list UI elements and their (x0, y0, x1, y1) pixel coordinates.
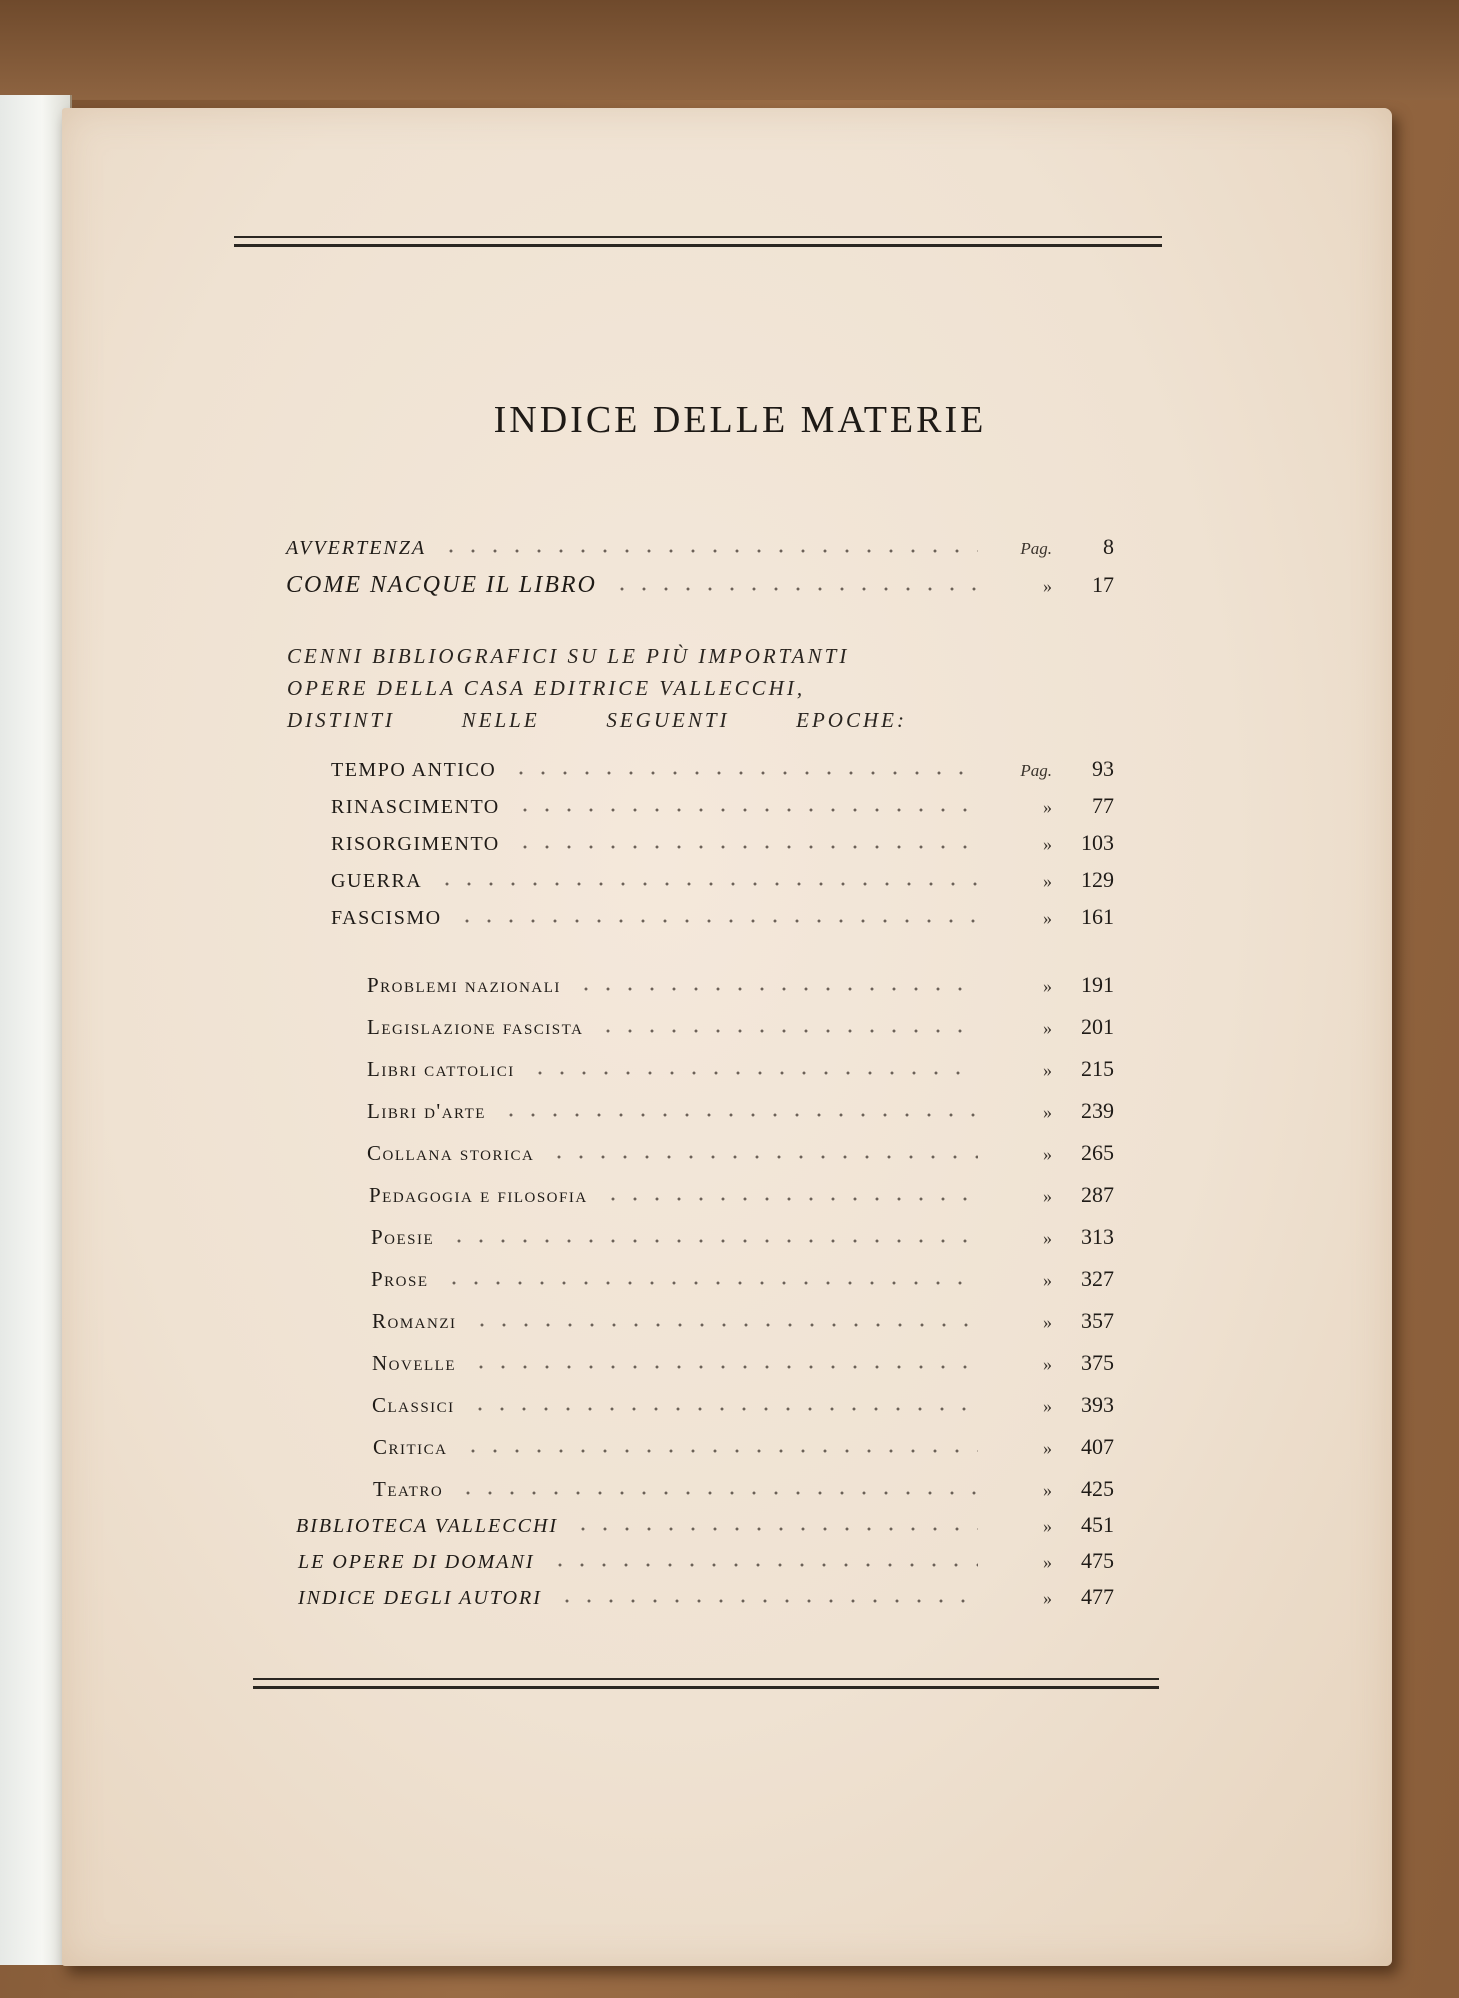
ditto-mark: » (1043, 1186, 1052, 1206)
toc-entry-epoch (331, 867, 1114, 901)
intro-word: SEGUENTI (606, 708, 730, 732)
top-rule-thin (234, 236, 1162, 238)
toc-entry-section (373, 1434, 1114, 1468)
toc-entry-label: Romanzi (372, 1309, 457, 1333)
toc-entry-epoch (331, 830, 1114, 864)
toc-entry-label: Legislazione fascista (367, 1015, 584, 1039)
toc-entry-section (371, 1224, 1114, 1258)
ditto-mark: » (1043, 1396, 1052, 1416)
toc-entry-indice-autori (298, 1584, 1114, 1618)
toc-entry-label: Critica (373, 1435, 448, 1459)
leader-dots (602, 1196, 978, 1202)
leader-dots (448, 1238, 978, 1244)
leader-dots (575, 986, 978, 992)
toc-entry-label: RINASCIMENTO (331, 796, 500, 818)
leader-dots (457, 1490, 978, 1496)
toc-entry-section (373, 1476, 1114, 1510)
toc-entry-page: 201 (1081, 1014, 1114, 1039)
toc-entry-label: RISORGIMENTO (331, 833, 500, 855)
toc-entry-label: Collana storica (367, 1141, 535, 1165)
toc-entry-label: INDICE DEGLI AUTORI (298, 1587, 542, 1609)
toc-entry-label: AVVERTENZA (286, 537, 427, 559)
toc-entry-page: 375 (1081, 1350, 1114, 1375)
toc-entry-section (371, 1266, 1114, 1300)
intro-line-1: CENNI BIBLIOGRAFICI SU LE PIÙ IMPORTANTI (287, 644, 850, 668)
toc-entry-page: 287 (1081, 1182, 1114, 1207)
leader-dots (462, 1448, 978, 1454)
ditto-mark: » (1043, 1060, 1052, 1080)
intro-word: DISTINTI (287, 708, 396, 732)
ditto-mark: » (1043, 1516, 1052, 1536)
toc-entry-page: 93 (1092, 756, 1114, 781)
toc-entry-label: Prose (371, 1267, 429, 1291)
toc-entry-page: 239 (1081, 1098, 1114, 1123)
toc-entry-page: 313 (1081, 1224, 1114, 1249)
ditto-mark: » (1043, 1144, 1052, 1164)
ditto-mark: » (1043, 1588, 1052, 1608)
ditto-mark: » (1043, 1102, 1052, 1122)
toc-entry-biblioteca (296, 1512, 1114, 1546)
toc-entry-page: 8 (1103, 534, 1114, 559)
bottom-rule-thin (253, 1678, 1159, 1680)
toc-entry-section (372, 1350, 1114, 1384)
intro-word: EPOCHE: (796, 708, 907, 732)
ditto-mark: » (1043, 908, 1052, 928)
ditto-mark: » (1043, 1312, 1052, 1332)
ditto-mark: » (1043, 834, 1052, 854)
toc-entry-page: 17 (1092, 572, 1114, 597)
leader-dots (572, 1526, 978, 1532)
ditto-mark: » (1043, 1552, 1052, 1572)
leader-dots (500, 1112, 978, 1118)
toc-entry-section (367, 1056, 1114, 1090)
toc-entry-section (367, 1014, 1114, 1048)
leader-dots (456, 918, 978, 924)
toc-entry-label: Problemi nazionali (367, 973, 561, 997)
toc-entry-page: 407 (1081, 1434, 1114, 1459)
toc-entry-page: 77 (1092, 793, 1114, 818)
toc-entry-label: TEMPO ANTICO (331, 759, 497, 781)
toc-entry-opere-domani (298, 1548, 1114, 1582)
leader-dots (529, 1070, 978, 1076)
intro-paragraph (287, 640, 907, 736)
toc-entry-page: 475 (1081, 1548, 1114, 1573)
top-rule-thick (234, 244, 1162, 247)
toc-entry-label: Pedagogia e filosofia (369, 1183, 588, 1207)
toc-entry-page: 265 (1081, 1140, 1114, 1165)
toc-entry-label: COME NACQUE IL LIBRO (286, 572, 597, 598)
ditto-mark: » (1043, 1270, 1052, 1290)
leader-dots (549, 1562, 978, 1568)
toc-entry-page: 451 (1081, 1512, 1114, 1537)
leader-dots (514, 844, 978, 850)
toc-entry-section (369, 1182, 1114, 1216)
toc-entry-section (367, 1140, 1114, 1174)
ditto-mark: » (1043, 797, 1052, 817)
toc-entry-label: Libri d'arte (367, 1099, 486, 1123)
toc-entry-page: 161 (1081, 904, 1114, 929)
intro-word: NELLE (461, 708, 540, 732)
toc-entry-page: 129 (1081, 867, 1114, 892)
leader-dots (611, 586, 978, 592)
leader-dots (471, 1322, 979, 1328)
toc-entry-epoch (331, 904, 1114, 938)
ditto-mark: » (1043, 1018, 1052, 1038)
toc-entry-page: 327 (1081, 1266, 1114, 1291)
pag-label: Pag. (1020, 761, 1052, 780)
page-title: INDICE DELLE MATERIE (493, 399, 987, 441)
leader-dots (548, 1154, 978, 1160)
toc-entry-page: 393 (1081, 1392, 1114, 1417)
toc-entry-label: Libri cattolici (367, 1057, 515, 1081)
table-surface (0, 0, 1459, 100)
toc-entry-avvertenza (286, 534, 1114, 568)
ditto-mark: » (1043, 1438, 1052, 1458)
ditto-mark: » (1043, 576, 1052, 596)
toc-entry-label: Classici (372, 1393, 455, 1417)
intro-line-2: OPERE DELLA CASA EDITRICE VALLECCHI, (287, 676, 806, 700)
toc-entry-section (372, 1392, 1114, 1426)
leader-dots (469, 1406, 978, 1412)
toc-entry-page: 215 (1081, 1056, 1114, 1081)
leader-dots (470, 1364, 978, 1370)
toc-entry-label: Poesie (371, 1225, 435, 1249)
ditto-mark: » (1043, 1354, 1052, 1374)
bottom-rule-thick (253, 1686, 1159, 1689)
toc-entry-section (367, 1098, 1114, 1132)
leader-dots (556, 1598, 978, 1604)
toc-entry-epoch (331, 793, 1114, 827)
toc-entry-label: GUERRA (331, 870, 423, 892)
ditto-mark: » (1043, 871, 1052, 891)
toc-entry-page: 357 (1081, 1308, 1114, 1333)
toc-entry-label: BIBLIOTECA VALLECCHI (296, 1515, 559, 1537)
leader-dots (436, 881, 978, 887)
toc-entry-label: Teatro (373, 1477, 444, 1501)
toc-entry-section (372, 1308, 1114, 1342)
ditto-mark: » (1043, 1480, 1052, 1500)
leader-dots (443, 1280, 978, 1286)
toc-entry-come-nacque (286, 572, 1114, 606)
leader-dots (514, 807, 978, 813)
ditto-mark: » (1043, 976, 1052, 996)
toc-entry-page: 103 (1081, 830, 1114, 855)
toc-entry-label: LE OPERE DI DOMANI (298, 1551, 535, 1573)
toc-entry-label: Novelle (372, 1351, 456, 1375)
leader-dots (510, 770, 978, 776)
leader-dots (440, 548, 978, 554)
toc-entry-epoch (331, 756, 1114, 790)
leader-dots (597, 1028, 978, 1034)
pag-label: Pag. (1020, 539, 1052, 558)
toc-entry-page: 477 (1081, 1584, 1114, 1609)
toc-entry-section (367, 972, 1114, 1006)
toc-entry-label: FASCISMO (331, 907, 442, 929)
toc-entry-page: 191 (1081, 972, 1114, 997)
intro-line-3 (287, 704, 907, 736)
ditto-mark: » (1043, 1228, 1052, 1248)
toc-entry-page: 425 (1081, 1476, 1114, 1501)
